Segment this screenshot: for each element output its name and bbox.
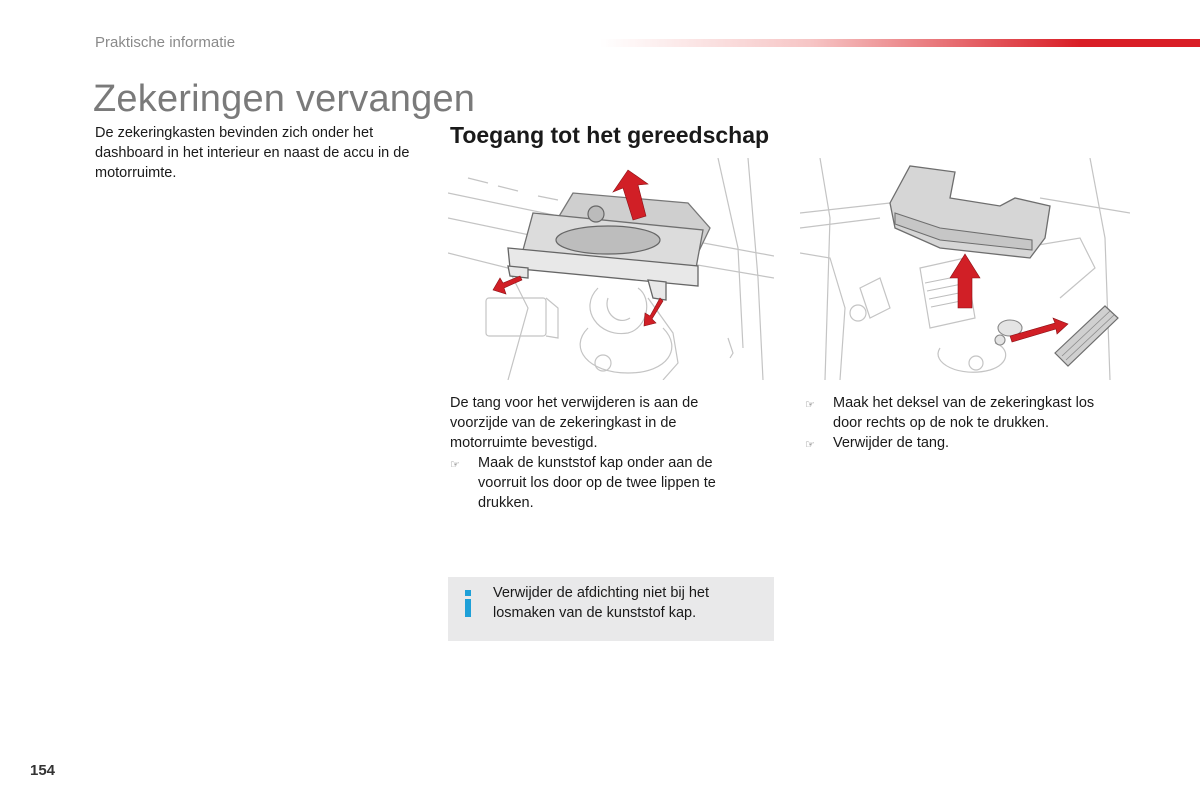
section-subheading: Toegang tot het gereedschap xyxy=(450,122,770,148)
intro-paragraph: De tang voor het verwijderen is aan de voorzijde van de zekeringkast in de motorruimte bevestigd. xyxy=(450,395,699,451)
intro-text: De zekeringkasten bevinden zich onder het dashboard in het interieur en naast de accu in de motorruimte. xyxy=(95,125,410,181)
column-2-text xyxy=(805,393,1125,455)
instruction-step xyxy=(805,393,1125,433)
header-accent-bar xyxy=(600,39,1200,47)
info-note-text: Verwijder de afdichting niet bij het losmaken van de kunststof kap. xyxy=(493,585,710,621)
instruction-step xyxy=(805,433,1125,455)
column-1-text xyxy=(450,393,750,513)
instruction-step-text: Verwijder de tang. xyxy=(833,435,950,451)
pointing-hand-icon: ☞ xyxy=(450,459,460,471)
instruction-step-text: Maak het deksel van de zekeringkast los door rechts op de nok te drukken. xyxy=(833,395,1095,431)
pointing-hand-icon: ☞ xyxy=(805,399,815,411)
section-label: Praktische informatie xyxy=(95,34,236,51)
info-icon xyxy=(462,587,476,619)
page-title: Zekeringen vervangen xyxy=(93,78,476,120)
info-note xyxy=(448,577,774,641)
instruction-step-text: Maak de kunststof kap onder aan de voorruit los door op de twee lippen te drukken. xyxy=(478,455,716,511)
pointing-hand-icon: ☞ xyxy=(805,439,815,451)
engine-bay-illustration xyxy=(448,158,774,380)
instruction-step xyxy=(450,453,750,513)
page-number: 154 xyxy=(30,762,56,779)
fuse-box-illustration xyxy=(800,158,1130,380)
